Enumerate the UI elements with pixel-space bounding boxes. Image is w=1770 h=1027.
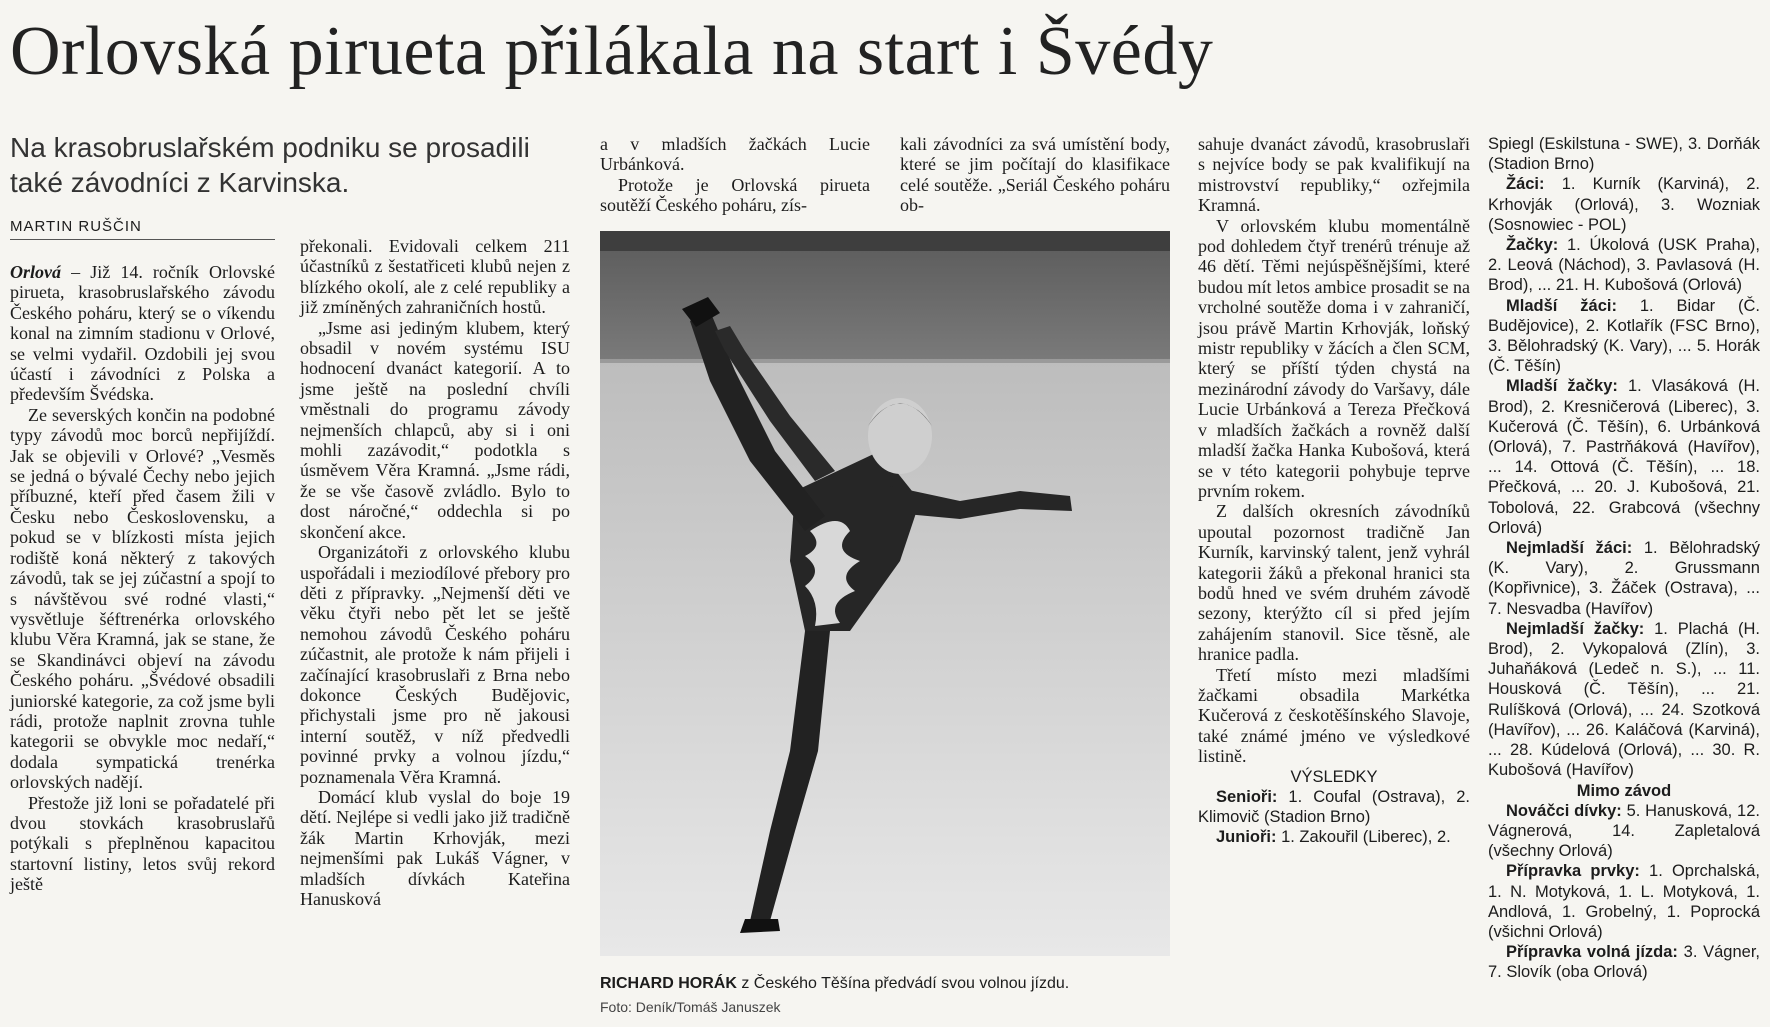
- dateline: Orlová: [10, 262, 61, 282]
- result-entry: [1488, 801, 1760, 862]
- photo-caption: [600, 974, 1170, 994]
- result-text: 1. Bělohradský (K. Vary), 2. Grussmann (Kopřivnice), 3. Žáček (Ostrava), ... 7. Nesvadba (Havířov): [1488, 539, 1760, 618]
- paragraph: Přestože již loni se pořadatelé při dvou stovkách krasobruslařů potýkali s přeplněnou kapacitou startovní listiny, letos svůj rekord ještě: [10, 792, 275, 895]
- result-category: Přípravka prvky:: [1506, 862, 1640, 881]
- photo-credit: Foto: Deník/Tomáš Januszek: [600, 999, 781, 1015]
- result-category: Nejmladší žáci:: [1506, 539, 1633, 558]
- result-entry: [1488, 376, 1760, 538]
- skater-photo: [600, 231, 1170, 956]
- paragraph: kali závodníci za svá umístění body, které se jim počítají do klasifikace celé soutěže. „Seriál Českého poháru ob-: [900, 134, 1170, 216]
- result-category: Žačky:: [1506, 236, 1559, 255]
- result-category: Žáci:: [1506, 175, 1545, 194]
- paragraph: překonali. Evidovali celkem 211 účastníků z šestatřiceti klubů nejen z blízkého okolí, ale z celé republiky a již zmíněných zahraničních hostů.: [300, 236, 570, 318]
- result-category: Přípravka volná jízda:: [1506, 943, 1678, 962]
- result-text: 1. Oprchalská, 1. N. Motyková, 1. L. Motyková, 1. Andlová, 1. Grobelný, 1. Poprocká (všichni Orlová): [1488, 862, 1761, 941]
- result-text: 1. Úkolová (USK Praha), 2. Leová (Náchod), 3. Pavlasová (H. Brod), ... 21. H. Kubošová (Orlová): [1488, 236, 1760, 295]
- article-column-5: [1198, 134, 1470, 847]
- result-text: 5. Hanusková, 12. Vágnerová, 14. Zapletalová (všechny Orlová): [1488, 801, 1760, 861]
- result-text: 1. Plachá (H. Brod), 2. Vykopalová (Zlín), 3. Juhaňáková (Ledeč n. S.), ... 11. Housková (Č. Těšín), ... 21. Rulíšková (Orlová), ... 24. Szotková (Havířov), ... 26. Kaláčová (Karviná), ... 28. Kúdelová (Orlová), ... 30. R. Kubošová (Havířov): [1488, 619, 1760, 780]
- paragraph: sahuje dvanáct závodů, krasobruslaři s nejvíce body se pak kvalifikují na mistrovství republiky,“ ozřejmila Kramná.: [1198, 134, 1470, 216]
- result-text: 1. Vlasáková (H. Brod), 2. Kresničerová (Liberec), 3. Kučerová (Č. Těšín), 6. Urbánková (Orlová), 7. Pastrňáková (Havířov), ... 14. Ottová (Č. Těšín), ... 18. Přečková, ... 20. J. Kubošová, 21. Tobolová, 22. Grabcová (všechny Orlová): [1488, 377, 1760, 537]
- paragraph: Domácí klub vyslal do boje 19 dětí. Nejlépe si vedli jako již tradičně žák Martin Krhovják, mezi nejmenšími pak Lukáš Vágner, v mladších dívkách Kateřina Hanusková: [300, 786, 570, 909]
- result-text: 1. Kurník (Karviná), 2. Krhovják (Orlová), 3. Wozniak (Sosnowiec - POL): [1488, 175, 1760, 234]
- result-entry: [1488, 296, 1760, 377]
- result-category: Senioři:: [1216, 787, 1278, 806]
- results-column: [1488, 134, 1760, 983]
- result-entry: [1488, 538, 1760, 619]
- result-entry: [1488, 235, 1760, 296]
- result-text: 1. Zakouřil (Liberec), 2.: [1276, 828, 1451, 847]
- paragraph: [10, 262, 275, 405]
- results-subtitle: Mimo závod: [1576, 781, 1672, 800]
- paragraph: a v mladších žačkách Lucie Urbánková.: [600, 134, 870, 175]
- results-title: VÝSLEDKY: [1290, 767, 1378, 786]
- paragraph: „Jsme asi jediným klubem, který obsadil v novém systému ISU hodnocení dvanáct kategorií. A to jsme ještě na poslední chvíli vměstnali do programu závody nejmenších chlapců, aby si i oni mohli zazávodit,“ podotkla s úsměvem Věra Kramná. „Jsme rádi, že se vše časově zvládlo. Bylo to dost náročné,“ oddechla si po skončení akce.: [300, 317, 570, 542]
- result-text: 1. Coufal (Ostrava), 2. Klimovič (Stadion Brno): [1198, 787, 1470, 826]
- caption-name: RICHARD HORÁK: [600, 975, 737, 992]
- result-entry: Spiegl (Eskilstuna - SWE), 3. Dorňák (Stadion Brno): [1488, 135, 1760, 174]
- paragraph: Protože je Orlovská pirueta soutěží Českého poháru, zís-: [600, 174, 870, 216]
- result-entry: [1488, 174, 1760, 235]
- result-entry: [1198, 827, 1470, 847]
- caption-text: z Českého Těšína předvádí svou volnou jízdu.: [736, 975, 1070, 992]
- headline: Orlovská pirueta přilákala na start i Švédy: [10, 13, 1214, 90]
- result-text: 3. Vágner, 7. Slovík (oba Orlová): [1488, 943, 1760, 982]
- paragraph: V orlovském klubu momentálně pod dohledem čtyř trenérů trénuje až 46 dětí. Těmi nejúspěšnějšími, které budou mít letos ambice prosadit se na vrcholné soutěže doma i v zahraničí, jsou právě Martin Krhovják, loňský mistr republiky v žácích a člen SCM, který se příští týden chystá na mezinárodní závody do Varšavy, dále Lucie Urbánková a Tereza Přečková v mladších žačkách a rovněž další mladší žačka Hanka Kubošová, která se v této kategorii pohybuje teprve prvním rokem.: [1198, 215, 1470, 501]
- result-entry: [1488, 942, 1760, 982]
- result-category: Nejmladší žačky:: [1506, 619, 1645, 638]
- result-entry: [1488, 861, 1760, 942]
- result-entry: [1488, 619, 1760, 781]
- result-category: Mladší žačky:: [1506, 377, 1618, 396]
- result-category: Junioři:: [1216, 828, 1277, 847]
- result-entry: [1198, 787, 1470, 827]
- result-category: Mladší žáci:: [1506, 296, 1617, 315]
- paragraph: Organizátoři z orlovského klubu uspořádali i meziodílové přebory pro děti z přípravky. „Nejmenší děti ve věku čtyři nebo pět let se ještě nemohou závodů Českého poháru zúčastnit, ale protože k nám přijeli i začínající krasobruslaři z Brna nebo dokonce Českých Budějovic, přichystali jsme pro ně jakousi interní soutěž, v níž předvedli povinné prvky a volnou jízdu,“ poznamenala Věra Kramná.: [300, 542, 570, 787]
- figure-skater-image: [600, 231, 1170, 956]
- paragraph: Třetí místo mezi mladšími žačkami obsadila Markétka Kučerová z českotěšínského Slavoje, také známé jméno ve výsledkové listině.: [1198, 664, 1470, 767]
- paragraph: Ze severských končin na podobné typy závodů moc borců nepřijíždí. Jak se objevili v Orlové? „Vesměs se jedná o bývalé Čechy nebo jejich příbuzné, kteří před časem žili v Česku nebo Československu, a pokud se v blízkosti místa jejich rodiště koná některý z takových závodů, tak se jej zúčastní a spojí to s návštěvou své rodné vlasti,“ vysvětluje šéftrenérka orlovského klubu Věra Kramná, jak se stane, že se Skandinávci objeví na závodu Českého poháru. „Švédové obsadili juniorské kategorie, za což jsme byli rádi, protože naplnit zrovna tuhle kategorii se obvykle moc nedaří,“ dodala sympatická trenérka orlovských nadějí.: [10, 404, 275, 793]
- subheadline: Na krasobruslařském podniku se prosadili také závodníci z Karvinska.: [10, 132, 530, 198]
- article-column-3: [600, 134, 870, 216]
- result-category: Nováčci dívky:: [1506, 801, 1622, 820]
- paragraph-text: – Již 14. ročník Orlovské pirueta, krasobruslařského závodu Českého poháru, který se o víkendu konal na zimním stadionu v Orlové, se velmi vydařil. Ozdobili jej svou účastí i závodníci z Polska a především Švédska.: [10, 262, 276, 405]
- article-column-4: [900, 134, 1170, 216]
- result-text: 1. Bidar (Č. Budějovice), 2. Kotlařík (FSC Brno), 3. Bělohradský (K. Vary), ... 5. Horák (Č. Těšín): [1488, 296, 1760, 376]
- article-column-2: [300, 236, 570, 909]
- author-byline: MARTIN RUŠČIN: [10, 218, 275, 240]
- paragraph: Z dalších okresních závodníků upoutal pozornost tradičně Jan Kurník, karvinský talent, jenž vyhrál kategorii žáků a překonal hranici sta bodů hned ve svém druhém závodě sezony, kterýžto cíl si před jejím zahájením stanovil. Sice těsně, ale hranice padla.: [1198, 501, 1470, 665]
- article-column-1: [10, 262, 275, 895]
